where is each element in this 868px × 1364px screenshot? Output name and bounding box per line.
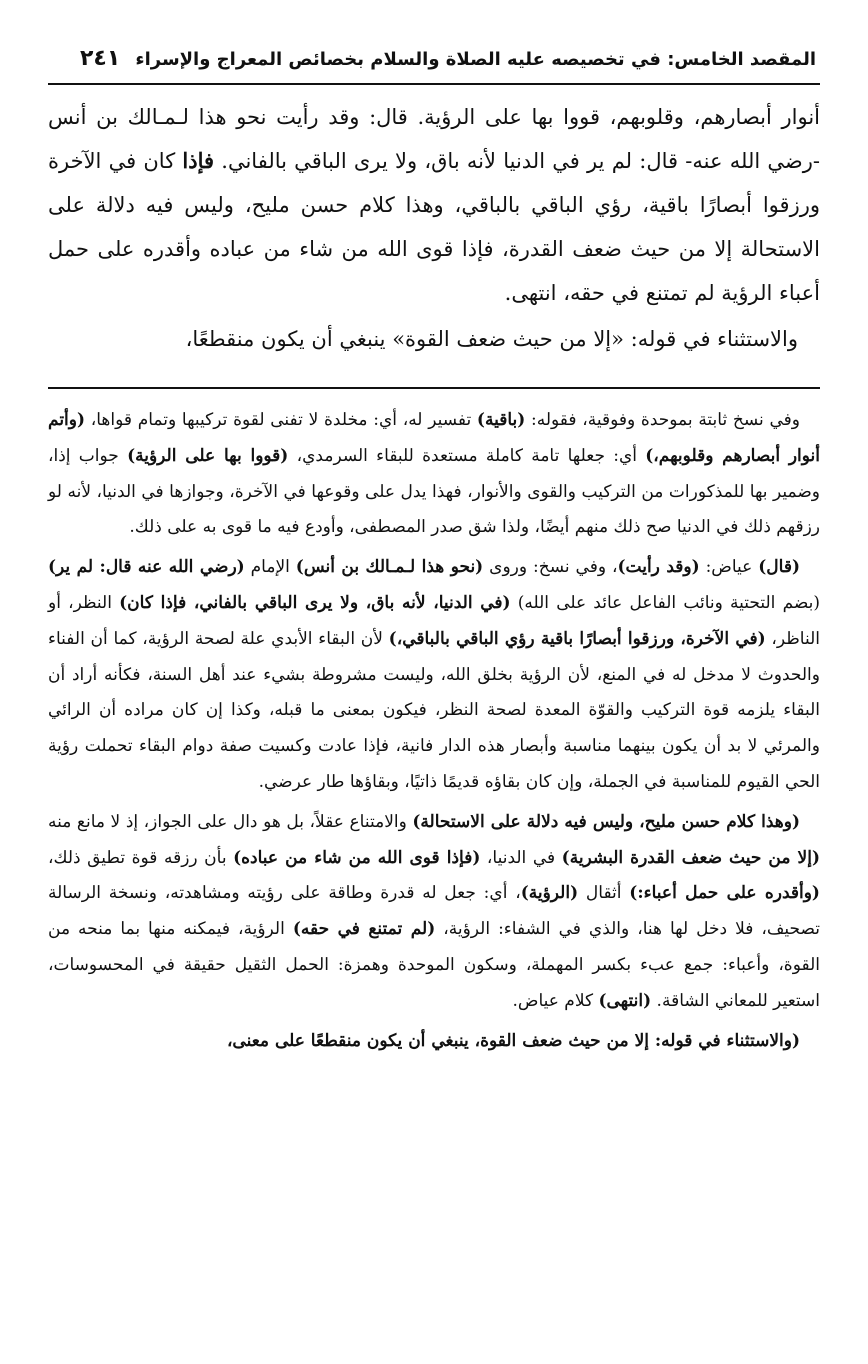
bold-quoted-text: (لم تمتنع في حقه) [292, 919, 436, 940]
commentary [48, 403, 820, 1059]
text-segment: بأن رزقه قوة تطيق ذلك، [48, 847, 234, 868]
bold-quoted-text: فإذا [182, 148, 215, 173]
main-text [48, 95, 820, 361]
page-number: ٢٤١ [80, 46, 121, 71]
text-segment: وفي نسخ ثابتة بموحدة وفوقية، فقوله: [525, 410, 800, 430]
bold-quoted-text: (قال) [758, 557, 800, 578]
bold-quoted-text: (رضي الله عنه قال: لم ير) [48, 557, 245, 578]
text-segment: النظر، أو الناظر، [48, 592, 821, 649]
bold-quoted-text: (في الآخرة، ورزقوا أبصارًا باقية رؤي الباقي بالباقي،) [388, 628, 766, 649]
chapter-title: المقصد الخامس: في تخصيصه عليه الصلاة والسلام بخصائص المعراج والإسراء [135, 49, 816, 70]
bold-quoted-text: (إلا من حيث ضعف القدرة البشرية) [561, 847, 820, 868]
bold-quoted-text: (وأتم أنوار أبصارهم وقلوبهم،) [48, 410, 820, 466]
bold-quoted-text: (قووا بها على الرؤية) [127, 445, 289, 466]
text-segment: الرؤية، فيمكنه منها بما منحه من القوة، وأعباء: جمع عبء بكسر المهملة، وسكون الموحدة وهمزة: الحمل الثقيل حقيقة في المحسوسات، استعير للمعاني الشاقة. [48, 919, 820, 1011]
header-rule [48, 83, 820, 85]
text-segment: كلام عياض. [512, 990, 599, 1011]
text-segment: (بضم التحتية ونائب الفاعل عائد على الله) [510, 592, 820, 613]
bold-quoted-text: (انتهى) [598, 990, 652, 1011]
text-segment: أي: جعلها تامة كاملة مستعدة للبقاء السرمدي، [288, 445, 646, 466]
text-segment: عياض: [699, 557, 759, 578]
footnote-rule [48, 387, 820, 389]
main-paragraph [48, 317, 820, 361]
running-header [48, 44, 820, 83]
commentary-paragraph [48, 550, 820, 801]
text-segment: تفسير له، أي: مخلدة لا تفنى لقوة تركيبها وتمام قواها، [85, 410, 477, 430]
bold-quoted-text: (وأقدره على حمل أعباء:) [629, 883, 820, 904]
text-segment: جواب إذا، وضمير بها للمذكورات من التركيب والقوى والأنوار، فهذا يدل على وقوعها في الآخرة، وجوازها في الدنيا، لأنه لو رزقهم ذلك في الدنيا صح ذلك منهم أيضًا، ولذا شق صدر المصطفى، وأودع فيه ما قوى به على ذلك. [48, 445, 820, 538]
text-segment: أنوار أبصارهم، وقلوبهم، قووا بها على الرؤية. قال: وقد رأيت نحو هذا لـمـالك بن أنس -رضي الله عنه- قال: لم ير في الدنيا لأنه باق، ولا يرى الباقي بالفاني. [48, 105, 820, 173]
text-segment: ، وفي نسخ: وروى [483, 557, 618, 578]
bold-quoted-text: (الرؤية) [520, 883, 579, 904]
text-segment: أثقال [578, 883, 630, 904]
text-segment: لأن البقاء الأبدي علة لصحة الرؤية، كما أن الفناء والحدوث لا مدخل له في المنع، لأن الرؤية بخلق الله، وليست مشروطة بشيء عند أهل السنة، فكأنه أراد أن البقاء يلزمه قوة التركيب والقوّة المعدة لصحة النظر، فيكون بمعنى ما قبله، وكذا إن كان مراده أن الرائي والمرئي لا بد أن يكون بينهما مناسبة وأبصار هذه الدار فانية، فإذا عادت وكسيت صفة دوام البقاء تحملت رؤية الحي القيوم للمناسبة في الجملة، وإن كان بقاؤه قديمًا ذاتيًا، وبقاؤها طار عرضي. [48, 628, 820, 792]
bold-quoted-text: (فإذا قوى الله من شاء من عباده) [233, 847, 481, 868]
text-segment: كان في الآخرة ورزقوا أبصارًا باقية، رؤي الباقي بالباقي، وهذا كلام حسن مليح، وليس فيه دلالة على الاستحالة إلا من حيث ضعف القدرة، فإذا قوى الله من شاء من عباده وأقدره على حمل أعباء الرؤية لم تمتنع في حقه، انتهى. [48, 149, 820, 305]
text-segment: ، أي: جعل له قدرة وطاقة على رؤيته ومشاهدته، ونسخة الرسالة تصحيف، فلا دخل لها هنا، والذي في الشفاء: الرؤية، [48, 883, 820, 940]
bold-quoted-text: (باقية) [476, 410, 526, 430]
text-segment: والامتناع عقلاً، بل هو دال على الجواز، إذ لا مانع منه [48, 811, 413, 832]
bold-quoted-text: (في الدنيا، لأنه باق، ولا يرى الباقي بالفاني، فإذا كان) [119, 592, 511, 613]
main-paragraph [48, 95, 820, 315]
text-segment: في الدنيا، [480, 847, 562, 868]
commentary-paragraph [48, 805, 820, 1020]
commentary-paragraph [48, 403, 820, 546]
text-segment: والاستثناء في قوله: «إلا من حيث ضعف القوة» ينبغي أن يكون منقطعًا، [185, 327, 798, 351]
bold-quoted-text: (نحو هذا لـمـالك بن أنس) [295, 557, 484, 578]
bold-quoted-text: (والاستثناء في قوله: إلا من حيث ضعف القوة، ينبغي أن يكون منقطعًا على معنى، [226, 1030, 800, 1051]
bold-quoted-text: (وهذا كلام حسن مليح، وليس فيه دلالة على الاستحالة) [412, 811, 800, 832]
text-segment: الإمام [244, 557, 296, 578]
bold-quoted-text: (وقد رأيت) [617, 557, 700, 578]
commentary-paragraph [48, 1024, 820, 1060]
